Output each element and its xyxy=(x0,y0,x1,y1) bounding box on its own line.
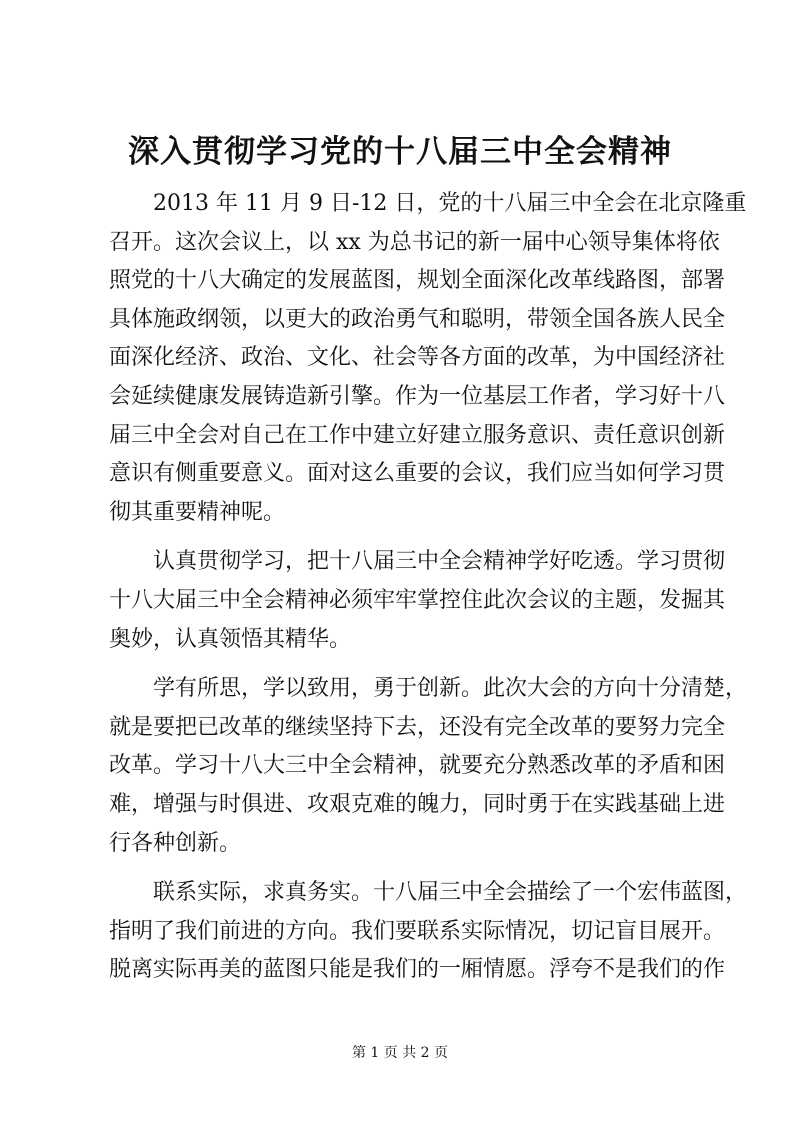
text-line: 行各种创新。 xyxy=(109,830,242,856)
text-line: 难，增强与时俱进、攻艰克难的魄力，同时勇于在实践基础上进 xyxy=(109,791,726,817)
text-line: 意识有侧重要意义。面对这么重要的会议，我们应当如何学习贯 xyxy=(109,461,726,487)
page-footer: 第 1 页 共 2 页 xyxy=(351,1045,449,1061)
text-line: 2013 年 11 月 9 日-12 日，党的十八届三中全会在北京隆重 xyxy=(153,191,747,216)
text-line: 就是要把已改革的继续坚持下去，还没有完全改革的要努力完全 xyxy=(109,714,726,740)
text-line: 认真贯彻学习，把十八届三中全会精神学好吃透。学习贯彻 xyxy=(153,549,726,575)
text-line: 十八大届三中全会精神必须牢牢掌控住此次会议的主题，发掘其 xyxy=(109,587,726,613)
text-line: 指明了我们前进的方向。我们要联系实际情况，切记盲目展开。 xyxy=(109,918,726,944)
text-line: 奥妙，认真领悟其精华。 xyxy=(109,626,352,652)
document-body xyxy=(109,185,748,990)
text-line: 改革。学习十八大三中全会精神，就要充分熟悉改革的矛盾和困 xyxy=(109,753,726,779)
text-line: 照党的十八大确定的发展蓝图，规划全面深化改革线路图，部署 xyxy=(109,268,726,294)
text-line: 学有所思，学以致用，勇于创新。此次大会的方向十分清楚， xyxy=(153,676,748,702)
text-line: 脱离实际再美的蓝图只能是我们的一厢情愿。浮夸不是我们的作 xyxy=(109,957,726,983)
text-line: 彻其重要精神呢。 xyxy=(109,499,286,525)
document-title: 深入贯彻学习党的十八届三中全会精神 xyxy=(128,134,672,170)
paragraph-3 xyxy=(109,670,748,863)
paragraph-4 xyxy=(109,874,748,990)
text-line: 会延续健康发展铸造新引擎。作为一位基层工作者，学习好十八 xyxy=(109,383,726,409)
text-line: 具体施政纲领，以更大的政治勇气和聪明，带领全国各族人民全 xyxy=(109,306,726,332)
text-line: 联系实际，求真务实。十八届三中全会描绘了一个宏伟蓝图， xyxy=(153,880,748,906)
text-line: 届三中全会对自己在工作中建立好建立服务意识、责任意识创新 xyxy=(109,422,726,448)
paragraph-2 xyxy=(109,543,726,659)
paragraph-1 xyxy=(109,185,747,532)
text-line: 召开。这次会议上，以 xx 为总书记的新一届中心领导集体将依 xyxy=(109,229,720,255)
text-line: 面深化经济、政治、文化、社会等各方面的改革，为中国经济社 xyxy=(109,345,726,371)
